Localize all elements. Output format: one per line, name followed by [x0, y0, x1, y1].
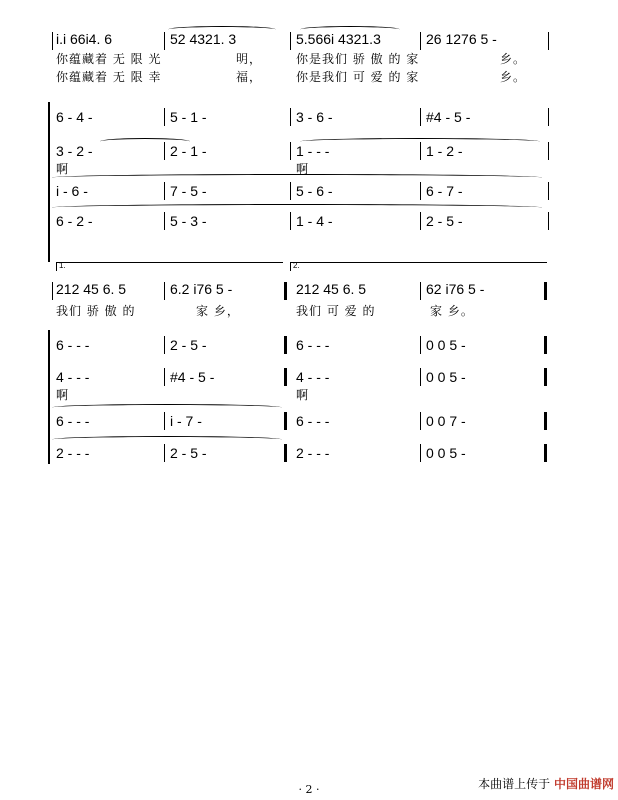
measure: 2 - 5 - — [170, 445, 207, 461]
measure: 1 - - - — [296, 143, 330, 159]
lyric: 我们 骄 傲 的 — [56, 304, 136, 318]
measure: 0 0 7 - — [426, 413, 466, 429]
lyric: 家 乡， — [196, 304, 240, 318]
lyric: 啊 — [56, 162, 70, 176]
lyrics-row — [0, 304, 618, 330]
measure: 0 0 5 - — [426, 337, 466, 353]
measure: 6 - - - — [296, 337, 330, 353]
measure: 52 4321. 3 — [170, 31, 237, 47]
volta-label: 1. — [59, 261, 66, 270]
lyric: 你是我们 可 爱 的 家 — [296, 70, 420, 84]
lyric: 家 乡。 — [430, 304, 474, 318]
measure: 26 1276 5 - — [426, 31, 497, 47]
measure: 4 - - - — [56, 369, 90, 385]
measure: 4 - - - — [296, 369, 330, 385]
measure: 3 - 6 - — [296, 109, 333, 125]
measure: 0 0 5 - — [426, 369, 466, 385]
lyric: 啊 — [56, 388, 70, 402]
lyric: 你蕴藏着 无 限 光 — [56, 52, 162, 66]
measure: 1 - 4 - — [296, 213, 333, 229]
voice-part-4 — [0, 412, 618, 438]
measure: 7 - 5 - — [170, 183, 207, 199]
measure: #4 - 5 - — [426, 109, 471, 125]
site-logo: 中国曲谱网 — [553, 777, 614, 791]
lyric: 啊 — [296, 162, 310, 176]
measure: 0 0 5 - — [426, 445, 466, 461]
measure: 6 - - - — [296, 413, 330, 429]
upload-credit — [478, 775, 614, 792]
measure: 2 - 5 - — [170, 337, 207, 353]
lyric: 我们 可 爱 的 — [296, 304, 376, 318]
measure: 6.2 i76 5 - — [170, 281, 233, 297]
lyric: 乡。 — [500, 70, 527, 84]
voice-part-2 — [0, 336, 618, 362]
measure: 1 - 2 - — [426, 143, 463, 159]
lyric: 你是我们 骄 傲 的 家 — [296, 52, 420, 66]
measure: 6 - 4 - — [56, 109, 93, 125]
measure: 2 - - - — [296, 445, 330, 461]
measure: i - 7 - — [170, 413, 202, 429]
measure: 5 - 1 - — [170, 109, 207, 125]
lyric: 明， — [236, 52, 263, 66]
page-number: · 2 · — [298, 783, 320, 796]
measure: 6 - 2 - — [56, 213, 93, 229]
measure: 2 - 5 - — [426, 213, 463, 229]
measure: 6 - - - — [56, 413, 90, 429]
measure: 5 - 3 - — [170, 213, 207, 229]
measure: 6 - - - — [56, 337, 90, 353]
credit-text: 本曲谱上传于 — [478, 777, 551, 791]
volta-1 — [56, 262, 283, 271]
measure: 3 - 2 - — [56, 143, 93, 159]
measure: 6 - 7 - — [426, 183, 463, 199]
measure: 62 i76 5 - — [426, 281, 485, 297]
measure: 2 - - - — [56, 445, 90, 461]
lyric: 福， — [236, 70, 263, 84]
measure: 5.566i 4321.3 — [296, 31, 381, 47]
voice-part-5 — [0, 444, 618, 470]
measure: 212 45 6. 5 — [296, 281, 367, 297]
lyrics-row-2 — [0, 70, 618, 96]
lyric: 你蕴藏着 无 限 幸 — [56, 70, 162, 84]
volta-2 — [290, 262, 547, 271]
measure: i - 6 - — [56, 183, 88, 199]
voice-part-2 — [0, 108, 618, 134]
melody-row — [0, 280, 618, 306]
lyric: 乡。 — [500, 52, 527, 66]
lyric: 啊 — [296, 388, 310, 402]
measure: 5 - 6 - — [296, 183, 333, 199]
voice-part-5 — [0, 212, 618, 238]
measure: i.i 66i4. 6 — [56, 31, 113, 47]
measure: 212 45 6. 5 — [56, 281, 127, 297]
measure: #4 - 5 - — [170, 369, 215, 385]
measure: 2 - 1 - — [170, 143, 207, 159]
volta-label: 2. — [293, 261, 300, 270]
